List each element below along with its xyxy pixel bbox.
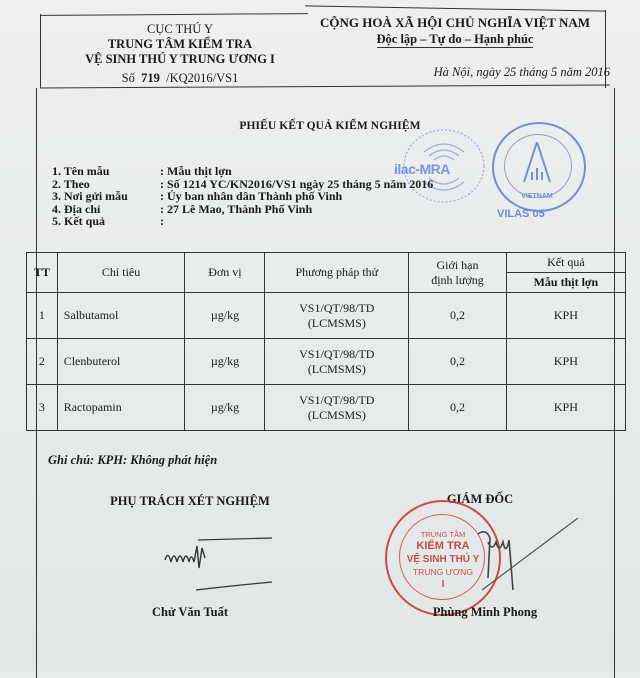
col-header-chi-tieu: Chỉ tiêu (57, 253, 185, 293)
official-red-stamp: TRUNG TÂM KIỂM TRA VỆ SINH THÚ Y TRUNG ƯƠNG I (385, 500, 501, 616)
vilas-accreditation-stamp (492, 122, 586, 212)
page-title: PHIẾU KẾT QUẢ KIỂM NGHIỆM (239, 120, 421, 132)
signature-director-icon (470, 512, 590, 612)
doc-number-prefix: Số (121, 71, 135, 85)
director-name: Phùng Minh Phong (432, 605, 538, 619)
lab-supervisor-name: Chử Văn Tuất (151, 605, 229, 619)
col-header-gioi-han: Giới hạn định lượng (409, 253, 507, 293)
director-title: GIÁM ĐỐC (446, 492, 514, 506)
info-row-request: 2. Theo : Số 1214 YC/KN2016/VS1 ngày 25 tháng 5 năm 2016 (52, 176, 434, 191)
col-header-mau: Mẫu thịt lợn (506, 273, 625, 293)
svg-text:VIETNAM: VIETNAM (521, 193, 553, 200)
issuing-organization (60, 22, 300, 86)
doc-number-suffix: /KQ2016/VS1 (166, 71, 239, 85)
table-row: 2 Clenbuterol µg/kg VS1/QT/98/TD (LCMSMS) 0,2 KPH (27, 339, 626, 385)
place-and-date: Hà Nội, ngày 25 tháng 5 năm 2016 (433, 65, 610, 79)
footnote: Ghi chú: KPH: Không phát hiện (48, 453, 218, 467)
col-header-tt: TT (27, 253, 58, 293)
info-row-result: 5. Kết quả : (52, 214, 164, 228)
table-row: 3 Ractopamin µg/kg VS1/QT/98/TD (LCMSMS) 0,2 KPH (27, 385, 626, 431)
national-header (305, 15, 605, 47)
results-table (26, 252, 626, 431)
ilac-label: ilac-MRA (394, 161, 450, 177)
info-row-address: 4. Địa chỉ : 27 Lê Mao, Thành Phố Vinh (52, 201, 313, 216)
doc-number-value: 719 (141, 71, 160, 85)
col-header-phuong-phap: Phương pháp thử (265, 253, 409, 293)
info-row-sample-name: 1. Tên mẫu : Mẫu thịt lợn (52, 164, 232, 178)
nation-name: CỘNG HOÀ XÃ HỘI CHỦ NGHĨA VIỆT NAM (319, 15, 591, 30)
document-number (60, 71, 300, 86)
table-row: 1 Salbutamol µg/kg VS1/QT/98/TD (LCMSMS) 0,2 KPH (27, 293, 626, 339)
org-department: CỤC THÚ Y (147, 22, 213, 36)
header-border-left (40, 14, 41, 88)
signature-lab-supervisor-icon (160, 532, 280, 592)
sample-info (52, 165, 433, 228)
info-row-sender: 3. Nơi gửi mẫu : Ủy ban nhân dân Thành phố Vinh (52, 189, 343, 203)
org-center: TRUNG TÂM KIỂM TRA (107, 37, 253, 51)
org-center-name: VỆ SINH THÚ Y TRUNG ƯƠNG I (85, 52, 275, 66)
col-header-don-vi: Đơn vị (185, 253, 265, 293)
national-motto: Độc lập – Tự do – Hạnh phúc (376, 32, 534, 46)
lab-supervisor-title: PHỤ TRÁCH XÉT NGHIỆM (110, 494, 270, 508)
vilas-code: VILAS 05 (497, 208, 545, 220)
col-header-ket-qua: Kết quả (506, 253, 625, 273)
vilas-emblem-icon (492, 122, 582, 208)
